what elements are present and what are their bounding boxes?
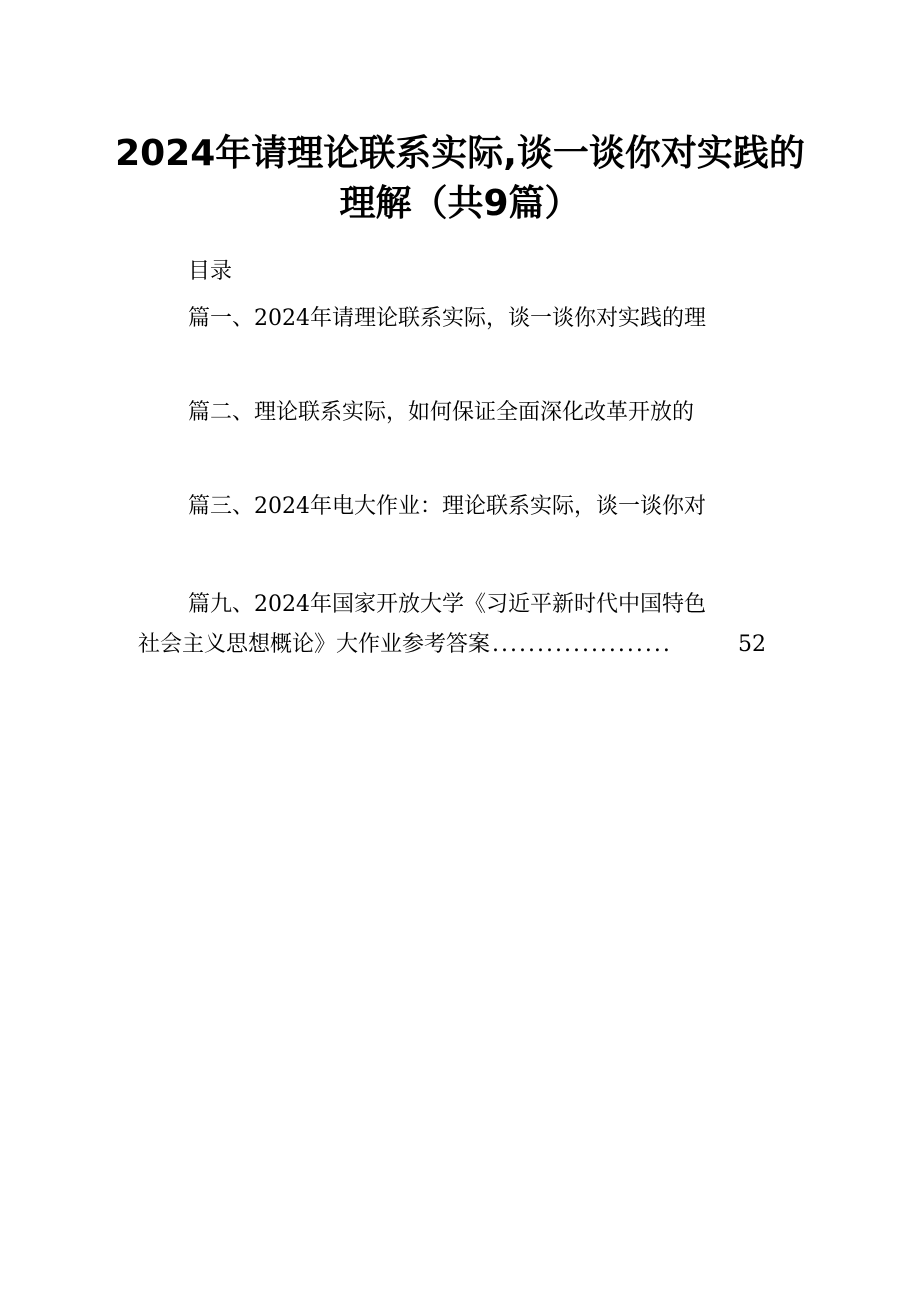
toc-entry-3[interactable]: 篇三、2024年电大作业：理论联系实际，谈一谈你对: [188, 494, 706, 519]
toc-entry-9-text: 社会主义思想概论》大作业参考答案: [138, 632, 491, 657]
toc-page-number: 52: [738, 632, 766, 657]
toc-entry-9-line-2[interactable]: [138, 631, 766, 659]
document-title-line-1: 2024年请理论联系实际,谈一谈你对实践的: [115, 133, 805, 174]
toc-entry-1[interactable]: 篇一、2024年请理论联系实际，谈一谈你对实践的理: [188, 306, 706, 331]
toc-leader-dots: ....................: [492, 632, 672, 657]
toc-entry-2[interactable]: 篇二、理论联系实际，如何保证全面深化改革开放的: [188, 400, 695, 425]
toc-heading: 目录: [188, 259, 233, 284]
toc-entry-9-line-1[interactable]: 篇九、2024年国家开放大学《习近平新时代中国特色: [188, 592, 706, 617]
document-title-line-2: 理解（共9篇）: [339, 183, 581, 224]
